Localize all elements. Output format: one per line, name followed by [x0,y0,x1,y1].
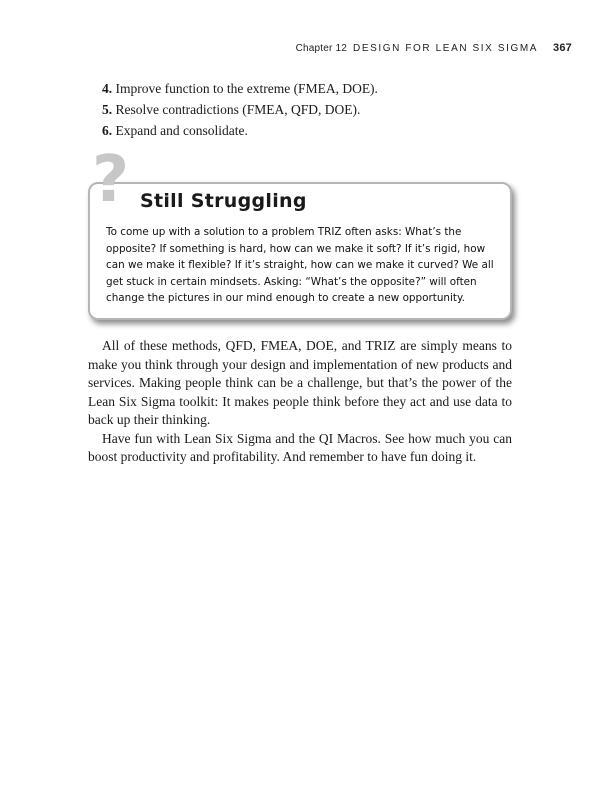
list-item [102,99,522,120]
callout-body: To come up with a solution to a problem TRIZ often asks: What’s the opposite? If something is hard, how can we make it soft? If it’s rigid, how can we make it flexible? If it’s straight, how can we make it curved? We all get stuck in certain mindsets. Asking: “What’s the opposite?” will often change the pictures in our mind enough to create a new opportunity. [106,226,494,304]
step-number: 6. [102,123,113,138]
body-text [88,337,512,467]
paragraph: Have fun with Lean Six Sigma and the QI Macros. See how much you can boost productivity and profitability. And remember to have fun doing it. [88,430,512,464]
chapter-label: Chapter 12 [295,43,348,54]
steps-list [102,78,522,141]
callout-title: Still Struggling [140,190,307,212]
step-text: Expand and consolidate. [115,123,248,138]
paragraph: All of these methods, QFD, FMEA, DOE, and TRIZ are simply means to make you think through your design and implementation of new products and services. Making people think can be a challenge, but that’s the power of the Lean Six Sigma toolkit: It makes people think before they act and use data to back up their thinking. [88,338,512,427]
step-number: 5. [102,102,113,117]
page-number: 367 [553,42,572,54]
still-struggling-callout [88,143,512,328]
list-item [102,78,522,99]
step-number: 4. [102,81,113,96]
step-text: Improve function to the extreme (FMEA, DOE). [115,81,378,96]
callout-box [88,182,512,320]
list-item [102,120,522,141]
chapter-title: DESIGN FOR LEAN SIX SIGMA [353,43,539,54]
step-text: Resolve contradictions (FMEA, QFD, DOE). [115,102,361,117]
running-head [90,42,572,54]
question-mark-icon: ? [92,143,130,217]
